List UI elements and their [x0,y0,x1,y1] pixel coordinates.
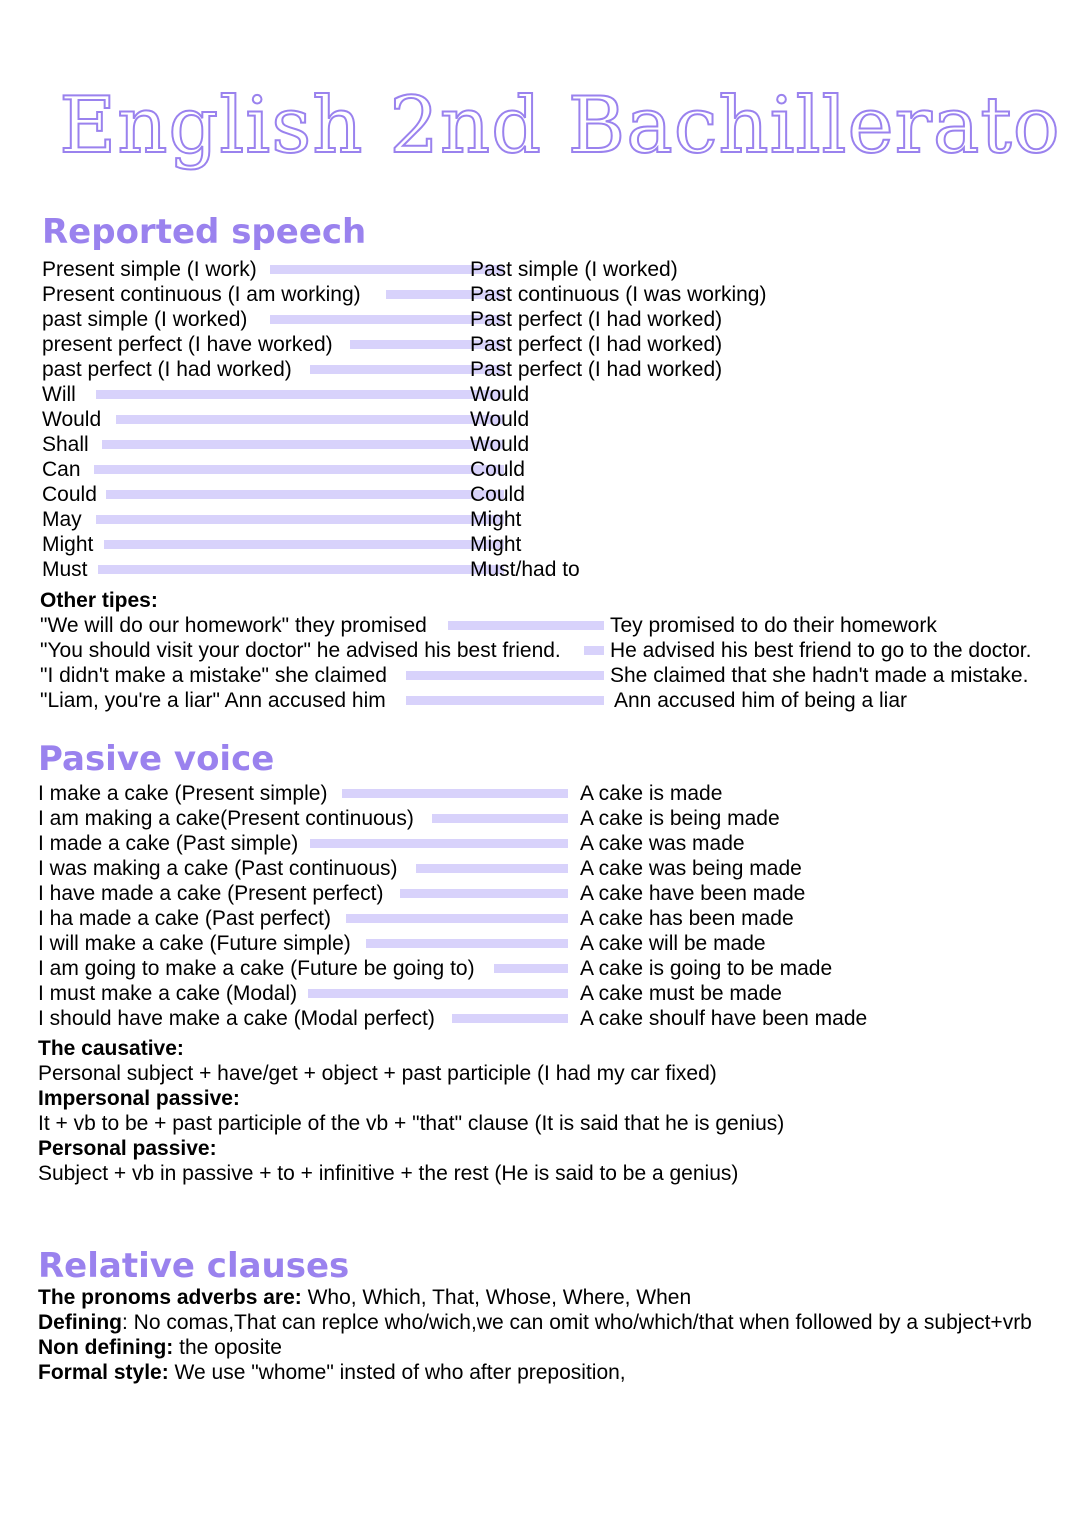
direct-speech: "You should visit your doctor" he advised his best friend. [40,639,561,662]
tense-reported: Past continuous (I was working) [470,283,767,306]
table-row [38,881,898,906]
tense-reported: Past simple (I worked) [470,258,678,281]
table-row [42,457,802,482]
table-row [38,806,898,831]
arrow-bar [98,565,504,574]
table-row [42,357,802,382]
passive-sentence: A cake was made [580,832,745,855]
reported-speech-heading: Reported speech [42,212,367,252]
arrow-bar [346,914,568,923]
tense-reported: Would [470,383,530,406]
tense-original: past perfect (I had worked) [42,358,292,381]
table-row [40,613,1050,638]
tense-original: present perfect (I have worked) [42,333,333,356]
active-sentence: I ha made a cake (Past perfect) [38,907,331,930]
formal-style-label: Formal style: [38,1361,169,1384]
tense-reported: Might [470,533,522,556]
tense-original: Can [42,458,81,481]
tense-original: Might [42,533,94,556]
arrow-bar [116,415,504,424]
direct-speech: "I didn't make a mistake" she claimed [40,664,387,687]
tense-original: Present continuous (I am working) [42,283,361,306]
passive-voice-heading: Pasive voice [38,739,275,779]
tense-original: Will [42,383,76,406]
tense-original: past simple (I worked) [42,308,248,331]
reported-sentence: Tey promised to do their homework [610,614,937,637]
table-row [42,382,802,407]
table-row [38,981,898,1006]
table-row [40,688,1050,713]
reported-sentence: Ann accused him of being a liar [614,689,908,712]
passive-sentence: A cake has been made [580,907,794,930]
personal-passive-label: Personal passive: [38,1137,217,1160]
arrow-bar [494,964,568,973]
table-row [42,507,802,532]
defining-label: Defining [38,1311,122,1334]
arrow-bar [106,490,504,499]
active-sentence: I make a cake (Present simple) [38,782,328,805]
table-row [42,432,802,457]
arrow-bar [96,515,504,524]
tense-reported: Past perfect (I had worked) [470,333,723,356]
table-row [38,856,898,881]
table-row [42,557,802,582]
causative-label: The causative: [38,1037,184,1060]
arrow-bar [310,839,568,848]
tense-original: May [42,508,82,531]
personal-passive-text: Subject + vb in passive + to + infinitive + the rest (He is said to be a genius) [38,1162,739,1185]
non-defining-line [38,1335,282,1360]
tense-reported: Would [470,433,530,456]
relative-clauses-heading: Relative clauses [38,1246,350,1286]
tense-reported: Could [470,458,525,481]
tense-reported: Must/had to [470,558,580,581]
tense-reported: Past perfect (I had worked) [470,308,723,331]
tense-original: Present simple (I work) [42,258,257,281]
page-title: English 2nd Bachillerato [59,81,1061,171]
arrow-bar [406,696,604,705]
active-sentence: I was making a cake (Past continuous) [38,857,398,880]
tense-reported: Would [470,408,530,431]
passive-sentence: A cake must be made [580,982,782,1005]
table-row [42,482,802,507]
table-row [40,663,1050,688]
active-sentence: I should have make a cake (Modal perfect) [38,1007,435,1030]
arrow-bar [308,989,568,998]
active-sentence: I am making a cake(Present continuous) [38,807,414,830]
tense-reported: Could [470,483,525,506]
tense-original: Must [42,558,88,581]
impersonal-passive-label: Impersonal passive: [38,1087,240,1110]
tense-original: Could [42,483,97,506]
table-row [42,257,802,282]
passive-sentence: A cake is made [580,782,723,805]
arrow-bar [584,646,604,655]
arrow-bar [270,265,504,274]
pronoms-line [38,1285,691,1310]
active-sentence: I must make a cake (Modal) [38,982,298,1005]
formal-style-line [38,1360,626,1385]
table-row [38,831,898,856]
other-tipes-label: Other tipes: [40,589,158,612]
table-row [38,906,898,931]
defining-text: : No comas,That can replce who/wich,we can omit who/which/that when followed by a subject+vrb [122,1311,1032,1334]
table-row [38,1006,898,1031]
arrow-bar [432,814,568,823]
non-defining-label: Non defining: [38,1336,174,1359]
arrow-bar [96,390,504,399]
direct-speech: "Liam, you're a liar" Ann accused him [40,689,386,712]
table-row [38,781,898,806]
table-row [42,532,802,557]
tense-reported: Might [470,508,522,531]
arrow-bar [104,540,504,549]
table-row [40,638,1050,663]
reported-sentence: She claimed that she hadn't made a mistake. [610,664,1029,687]
table-row [42,282,802,307]
table-row [42,332,802,357]
reported-sentence: He advised his best friend to go to the doctor. [610,639,1032,662]
passive-sentence: A cake will be made [580,932,766,955]
arrow-bar [406,671,604,680]
passive-sentence: A cake is going to be made [580,957,833,980]
passive-sentence: A cake have been made [580,882,806,905]
active-sentence: I have made a cake (Present perfect) [38,882,384,905]
arrow-bar [366,939,568,948]
passive-sentence: A cake is being made [580,807,780,830]
table-row [38,931,898,956]
defining-line [38,1310,1032,1335]
causative-text: Personal subject + have/get + object + past participle (I had my car fixed) [38,1062,717,1085]
arrow-bar [448,621,604,630]
non-defining-text: the oposite [173,1336,282,1359]
formal-style-text: We use "whome" insted of who after preposition, [168,1361,626,1384]
active-sentence: I made a cake (Past simple) [38,832,299,855]
arrow-bar [342,789,568,798]
arrow-bar [452,1014,568,1023]
arrow-bar [270,315,504,324]
tense-original: Would [42,408,102,431]
tense-reported: Past perfect (I had worked) [470,358,723,381]
impersonal-passive-text: It + vb to be + past participle of the vb + "that" clause (It is said that he is genius) [38,1112,785,1135]
pronoms-text: Who, Which, That, Whose, Where, When [301,1286,692,1309]
active-sentence: I am going to make a cake (Future be going to) [38,957,475,980]
arrow-bar [416,864,568,873]
pronoms-label: The pronoms adverbs are: [38,1286,302,1309]
arrow-bar [94,465,504,474]
arrow-bar [102,440,504,449]
table-row [38,956,898,981]
direct-speech: "We will do our homework" they promised [40,614,427,637]
tense-original: Shall [42,433,89,456]
passive-sentence: A cake shoulf have been made [580,1007,868,1030]
arrow-bar [400,889,568,898]
table-row [42,407,802,432]
passive-sentence: A cake was being made [580,857,802,880]
table-row [42,307,802,332]
active-sentence: I will make a cake (Future simple) [38,932,351,955]
